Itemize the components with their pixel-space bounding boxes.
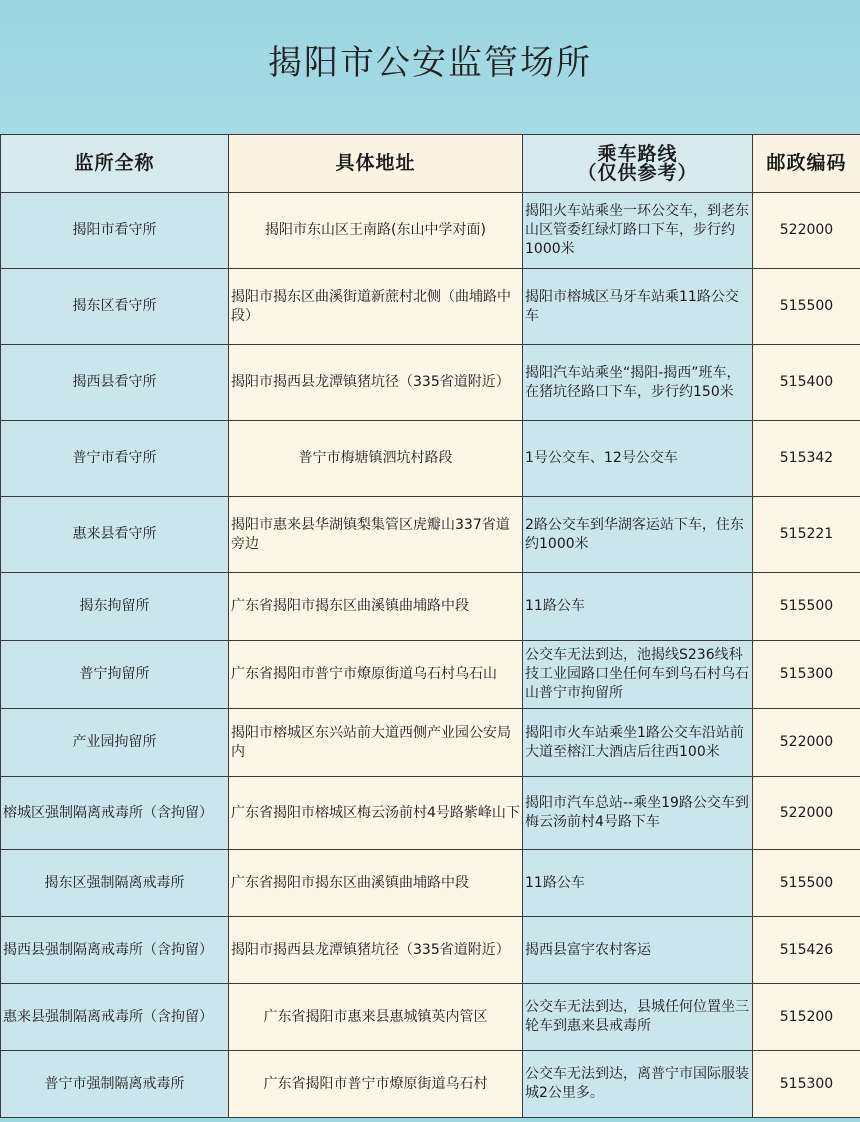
facility-route: 揭阳市榕城区马牙车站乘11路公交车 (523, 269, 753, 345)
facility-route: 揭西县富宇农村客运 (523, 917, 753, 984)
facility-address: 广东省揭阳市普宁市燎原街道乌石村 (229, 1051, 523, 1118)
facility-name: 榕城区强制隔离戒毒所（含拘留） (1, 777, 229, 850)
facility-route: 11路公车 (523, 850, 753, 917)
table-row (1, 641, 860, 709)
facility-postcode: 522000 (753, 777, 860, 850)
table-row (1, 984, 860, 1051)
facility-route: 2路公交车到华湖客运站下车，住东约1000米 (523, 497, 753, 573)
table-row (1, 850, 860, 917)
facility-route: 揭阳市汽车总站--乘坐19路公交车到梅云汤前村4号路下车 (523, 777, 753, 850)
facility-route: 1号公交车、12号公交车 (523, 421, 753, 497)
table-row (1, 269, 860, 345)
facility-table (0, 134, 860, 1118)
facility-address: 揭阳市揭东区曲溪街道新蔗村北侧（曲埔路中段） (229, 269, 523, 345)
page-title: 揭阳市公安监管场所 (268, 42, 592, 83)
facility-name: 揭东拘留所 (1, 573, 229, 641)
facility-address: 广东省揭阳市惠来县惠城镇英内管区 (229, 984, 523, 1051)
facility-postcode: 515400 (753, 345, 860, 421)
facility-postcode: 515300 (753, 641, 860, 709)
header-row (1, 135, 860, 193)
facility-postcode: 515426 (753, 917, 860, 984)
facility-address: 揭阳市榕城区东兴站前大道西侧产业园公安局内 (229, 709, 523, 777)
facility-postcode: 515200 (753, 984, 860, 1051)
facility-route: 揭阳火车站乘坐一环公交车，到老东山区管委红绿灯路口下车，步行约1000米 (523, 193, 753, 269)
facility-name: 揭东区强制隔离戒毒所 (1, 850, 229, 917)
facility-name: 揭西县看守所 (1, 345, 229, 421)
facility-address: 广东省揭阳市揭东区曲溪镇曲埔路中段 (229, 850, 523, 917)
facility-postcode: 515500 (753, 269, 860, 345)
facility-address: 揭阳市揭西县龙潭镇猪坑径（335省道附近） (229, 345, 523, 421)
facility-postcode: 522000 (753, 709, 860, 777)
facility-name: 揭西县强制隔离戒毒所（含拘留） (1, 917, 229, 984)
facility-route: 公交车无法到达，池揭线S236线科技工业园路口坐任何车到乌石村乌石山普宁市拘留所 (523, 641, 753, 709)
facility-name: 惠来县强制隔离戒毒所（含拘留） (1, 984, 229, 1051)
facility-postcode: 515300 (753, 1051, 860, 1118)
facility-address: 揭阳市揭西县龙潭镇猪坑径（335省道附近） (229, 917, 523, 984)
header-route (523, 135, 753, 193)
title-banner (0, 0, 860, 134)
facility-name: 揭东区看守所 (1, 269, 229, 345)
header-postcode: 邮政编码 (753, 135, 860, 193)
header-route-line2: （仅供参考） (577, 161, 698, 184)
facility-address: 揭阳市东山区王南路(东山中学对面) (229, 193, 523, 269)
facility-postcode: 515500 (753, 850, 860, 917)
facility-route: 揭阳市火车站乘坐1路公交车沿站前大道至榕江大酒店后往西100米 (523, 709, 753, 777)
facility-address: 广东省揭阳市榕城区梅云汤前村4号路紫峰山下 (229, 777, 523, 850)
facility-name: 惠来县看守所 (1, 497, 229, 573)
facility-address: 广东省揭阳市普宁市燎原街道乌石村乌石山 (229, 641, 523, 709)
facility-address: 广东省揭阳市揭东区曲溪镇曲埔路中段 (229, 573, 523, 641)
table-row (1, 421, 860, 497)
facility-address: 普宁市梅塘镇泗坑村路段 (229, 421, 523, 497)
facility-postcode: 515221 (753, 497, 860, 573)
facility-postcode: 522000 (753, 193, 860, 269)
table-row (1, 345, 860, 421)
facility-route: 公交车无法到达，离普宁市国际服装城2公里多。 (523, 1051, 753, 1118)
facility-route: 公交车无法到达，县城任何位置坐三轮车到惠来县戒毒所 (523, 984, 753, 1051)
table-row (1, 709, 860, 777)
facility-postcode: 515500 (753, 573, 860, 641)
facility-name: 普宁市强制隔离戒毒所 (1, 1051, 229, 1118)
table-row (1, 1051, 860, 1118)
facility-route: 11路公车 (523, 573, 753, 641)
facility-name: 普宁拘留所 (1, 641, 229, 709)
facility-address: 揭阳市惠来县华湖镇梨集管区虎瓣山337省道旁边 (229, 497, 523, 573)
facility-name: 普宁市看守所 (1, 421, 229, 497)
table-row (1, 497, 860, 573)
table-row (1, 193, 860, 269)
header-route-line1: 乘车路线 (597, 142, 678, 165)
facility-name: 产业园拘留所 (1, 709, 229, 777)
facility-name: 揭阳市看守所 (1, 193, 229, 269)
table-row (1, 917, 860, 984)
facility-postcode: 515342 (753, 421, 860, 497)
table-row (1, 573, 860, 641)
facility-route: 揭阳汽车站乘坐“揭阳-揭西”班车，在猪坑径路口下车，步行约150米 (523, 345, 753, 421)
table-row (1, 777, 860, 850)
header-name: 监所全称 (1, 135, 229, 193)
header-address: 具体地址 (229, 135, 523, 193)
